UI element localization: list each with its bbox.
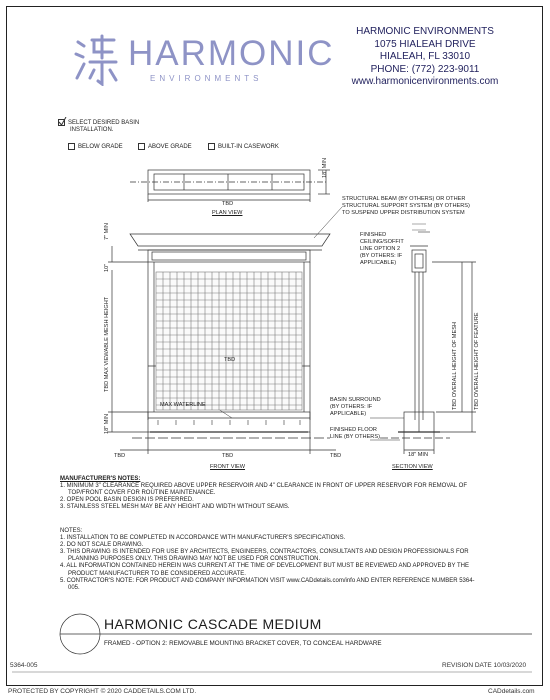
section-dim-18-min: 18" MIN [408, 452, 429, 458]
logo-subtext: ENVIRONMENTS [150, 74, 263, 83]
general-note: 1. INSTALLATION TO BE COMPLETED IN ACCORDANCE WITH MANUFACTURER'S SPECIFICATIONS. [60, 535, 346, 542]
company-name: HARMONIC ENVIRONMENTS [356, 26, 494, 37]
logo-wordmark: HARMONIC [128, 34, 335, 73]
front-dim-tbd-left: TBD [114, 453, 126, 459]
plan-view-label: PLAN VIEW [212, 210, 243, 216]
drawing-subtitle: FRAMED - OPTION 2: REMOVABLE MOUNTING BRACKET COVER, TO CONCEAL HARDWARE [104, 640, 382, 647]
front-dim-mesh-height: TBD MAX VIEWABLE MESH HEIGHT [104, 296, 110, 392]
callout-basin-surround: BASIN SURROUND (BY OTHERS: IF APPLICABLE) [330, 397, 381, 417]
front-dim-tbd-width: TBD [224, 357, 236, 363]
manufacturer-note: 1. MINIMUM 3" CLEARANCE REQUIRED ABOVE UPPER RESERVOIR AND 4" CLEARANCE IN FRONT OF UPPER RESERVOIR FOR REMOVAL OF TOP/FRONT COVER FOR ROUTINE MAINTENANCE. [60, 483, 468, 497]
company-phone: PHONE: (772) 223-9011 [370, 63, 480, 75]
front-dim-10: 10" [104, 263, 110, 272]
general-notes-heading: NOTES: [60, 528, 83, 534]
general-note: 2. DO NOT SCALE DRAWING. [60, 542, 144, 549]
section-view-label: SECTION VIEW [392, 464, 433, 470]
section-dim-mesh: TBD OVERALL HEIGHT OF MESH [452, 322, 458, 410]
general-note: 4. ALL INFORMATION CONTAINED HEREIN WAS CURRENT AT THE TIME OF DEVELOPMENT BUT MUST BE REVIEWED AND APPROVED BY THE PRODUCT MANUFACTURER TO BE CONSIDERED ACCURATE. [60, 563, 469, 577]
general-note: 5. CONTRACTOR'S NOTE: FOR PRODUCT AND COMPANY INFORMATION VISIT www.CADdetails.com/info AND ENTER REFERENCE NUMBER 5364-005. [60, 577, 475, 591]
reference-number: 5364-005 [10, 662, 38, 669]
basin-select-instruction-2: INSTALLATION. [70, 127, 114, 134]
plan-dim-tbd: TBD [222, 201, 234, 207]
front-dim-tbd-right: TBD [330, 453, 342, 459]
callout-structural-beam: STRUCTURAL BEAM (BY OTHERS) OR OTHER STRUCTURAL SUPPORT SYSTEM (BY OTHERS) TO SUSPEND UPPER DISTRIBUTION SYSTEM [342, 196, 470, 216]
callout-finished-floor: FINISHED FLOOR LINE (BY OTHERS) [330, 427, 380, 440]
manufacturer-notes-heading: MANUFACTURER'S NOTES: [60, 476, 141, 482]
basin-select-instruction: SELECT DESIRED BASIN [58, 119, 139, 127]
manufacturer-note: 2. OPEN POOL BASIN DESIGN IS PREFERRED. [60, 497, 194, 504]
caddetails-link[interactable]: CADdetails.com [488, 688, 535, 695]
basin-option-above-grade[interactable]: ABOVE GRADE [138, 143, 192, 151]
front-dim-tbd-bottom: TBD [222, 453, 234, 459]
callout-ceiling-line: FINISHED CEILING/SOFFIT LINE OPTION 2 (BY OTHERS: IF APPLICABLE) [360, 232, 404, 266]
section-dim-feature: TBD OVERALL HEIGHT OF FEATURE [474, 312, 480, 410]
drawing-title: HARMONIC CASCADE MEDIUM [104, 616, 322, 632]
plan-dim-18-min: 18" MIN [322, 157, 328, 178]
company-address-line-1: 1075 HIALEAH DRIVE [374, 38, 476, 50]
general-note: 3. THIS DRAWING IS INTENDED FOR USE BY ARCHITECTS, ENGINEERS, CONTRACTORS, CONSULTANTS AND DESIGN PROFESSIONALS FOR PLANNING PURPOSES ONLY. THIS DRAWING MAY NOT BE USED FOR CONSTRUCTION. [60, 549, 469, 563]
max-waterline-label: MAX WATERLINE [160, 402, 206, 408]
basin-option-below-grade[interactable]: BELOW GRADE [68, 143, 123, 151]
basin-option-built-in-casework[interactable]: BUILT-IN CASEWORK [208, 143, 279, 151]
front-dim-7-min: 7" MIN [104, 223, 110, 240]
copyright-notice: PROTECTED BY COPYRIGHT © 2020 CADDETAILS.COM LTD. [8, 688, 197, 695]
revision-date: REVISION DATE 10/03/2020 [442, 662, 527, 669]
company-address-line-2: HIALEAH, FL 33010 [379, 51, 471, 62]
company-website[interactable]: www.harmonicenvironments.com [351, 76, 499, 87]
front-dim-18-min: 18" MIN [104, 413, 110, 434]
manufacturer-note: 3. STAINLESS STEEL MESH MAY BE ANY HEIGHT AND WIDTH WITHOUT SEAMS. [60, 504, 290, 511]
front-view-label: FRONT VIEW [210, 464, 246, 470]
